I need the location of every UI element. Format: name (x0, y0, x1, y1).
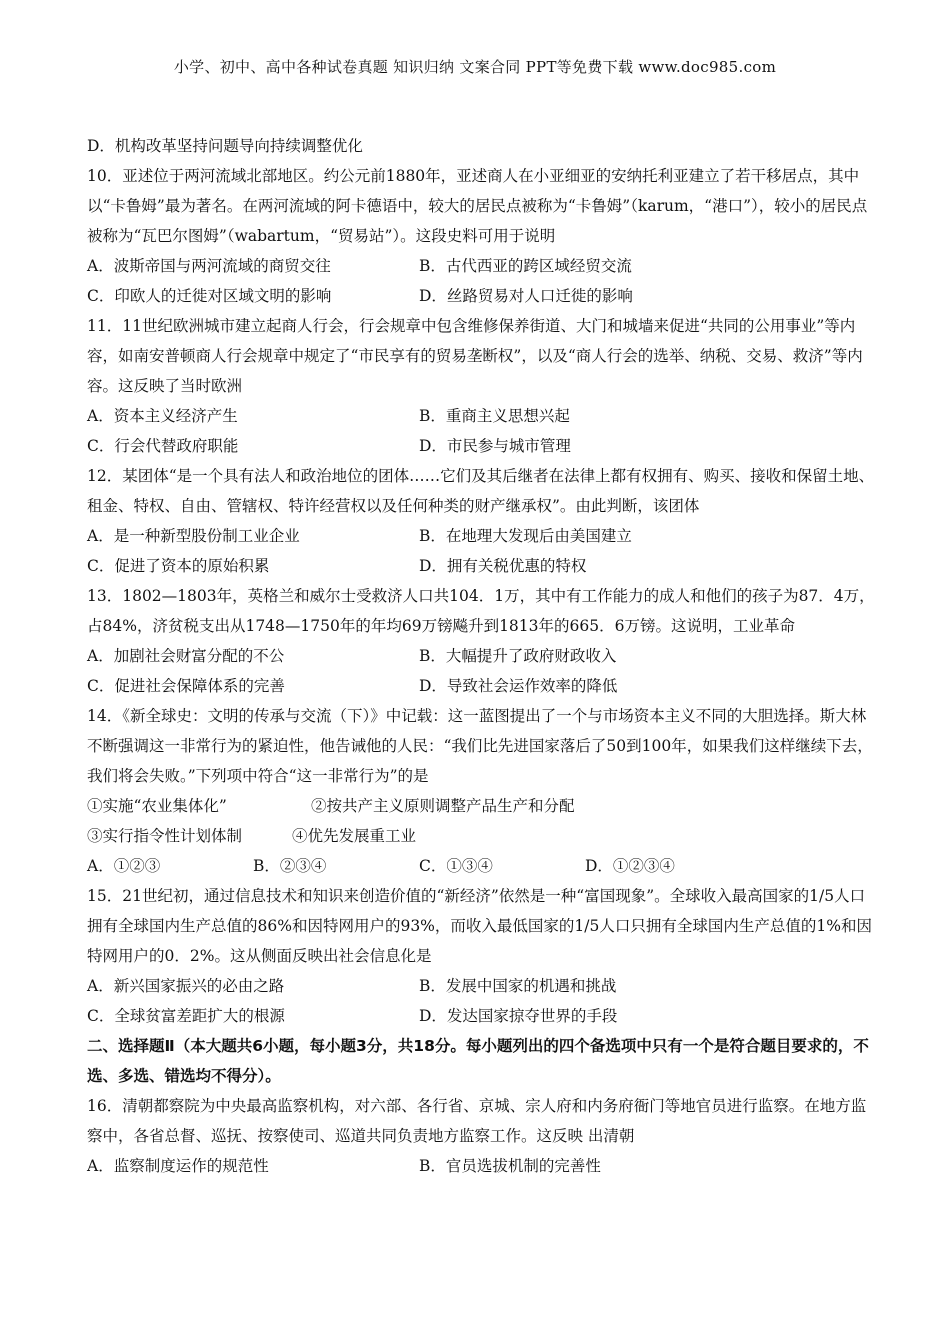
option-d: D．①②③④ (585, 857, 675, 875)
question-stem: 10．亚述位于两河流域北部地区。约公元前1880年，亚述商人在小亚细亚的安纳托利亚建立了若干移居点，其中以“卡鲁姆”最为著名。在两河流域的阿卡德语中，较大的居民点被称为“卡鲁姆”（karum，“港口”），较小的居民点被称为“瓦巴尔图姆”（wabartum，“贸易站”）。这段史料可用于说明 (87, 167, 868, 245)
question-13 (87, 581, 877, 701)
statement-1: ①实施“农业集体化” (87, 797, 227, 815)
option-b: B．官员选拔机制的完善性 (419, 1157, 601, 1175)
option-c: C．促进了资本的原始积累 (87, 557, 270, 575)
question-stem: 15．21世纪初，通过信息技术和知识来创造价值的“新经济”依然是一种“富国现象”。全球收入最高国家的1/5人口拥有全球国内生产总值的86%和因特网用户的93%，而收入最低国家的1/5人口只拥有全球国内生产总值的1%和因特网用户的0．2%。这从侧面反映出社会信息化是 (87, 887, 872, 965)
question-stem: 13．1802—1803年，英格兰和威尔士受救济人口共104．1万，其中有工作能力的成人和他们的孩子为87．4万，占84%，济贫税支出从1748—1750年的年均69万镑飚升到1813年的665．6万镑。这说明，工业革命 (87, 587, 875, 635)
option-d: D．市民参与城市管理 (419, 437, 571, 455)
option-a: A．资本主义经济产生 (87, 407, 238, 425)
q9-option-d: D．机构改革坚持问题导向持续调整优化 (87, 137, 363, 155)
option-c: C．全球贫富差距扩大的根源 (87, 1007, 285, 1025)
question-15 (87, 881, 877, 1031)
option-a: A．加剧社会财富分配的不公 (87, 647, 285, 665)
question-stem: 11．11世纪欧洲城市建立起商人行会，行会规章中包含维修保养街道、大门和城墙来促进“共同的公用事业”等内容，如南安普顿商人行会规章中规定了“市民享有的贸易垄断权”，以及“商人行会的选举、纳税、交易、救济”等内容。这反映了当时欧洲 (87, 317, 863, 395)
option-b: B．大幅提升了政府财政收入 (419, 647, 617, 665)
option-a: A．是一种新型股份制工业企业 (87, 527, 300, 545)
section-heading: 二、选择题Ⅱ（本大题共6小题，每小题3分，共18分。每小题列出的四个备选项中只有一个是符合题目要求的，不选、多选、错选均不得分）。 (87, 1037, 869, 1085)
question-stem: 16．清朝都察院为中央最高监察机构，对六部、各行省、京城、宗人府和内务府衙门等地官员进行监察。在地方监察中，各省总督、巡抚、按察使司、巡道共同负责地方监察工作。这反映 出清朝 (87, 1097, 867, 1145)
statement-3: ③实行指令性计划体制 (87, 827, 243, 845)
option-a: A．波斯帝国与两河流域的商贸交往 (87, 257, 331, 275)
question-12 (87, 461, 877, 581)
question-stem: 14．《新全球史：文明的传承与交流（下）》中记载：这一蓝图提出了一个与市场资本主义不同的大胆选择。斯大林不断强调这一非常行为的紧迫性，他告诫他的人民：“我们比先进国家落后了50到100年，如果我们这样继续下去，我们将会失败。”下列项中符合“这一非常行为”的是 (87, 707, 873, 785)
statement-2: ②按共产主义原则调整产品生产和分配 (311, 797, 575, 815)
option-b: B．发展中国家的机遇和挑战 (419, 977, 617, 995)
option-d: D．发达国家掠夺世界的手段 (419, 1007, 618, 1025)
option-b: B．在地理大发现后由美国建立 (419, 527, 632, 545)
option-c: C．行会代替政府职能 (87, 437, 239, 455)
option-c: C．①③④ (419, 857, 493, 875)
question-11 (87, 311, 877, 461)
option-b: B．②③④ (253, 857, 327, 875)
statement-4: ④优先发展重工业 (292, 827, 417, 845)
question-stem: 12．某团体“是一个具有法人和政治地位的团体……它们及其后继者在法律上都有权拥有、购买、接收和保留土地、租金、特权、自由、管辖权、特许经营权以及任何种类的财产继承权”。由此判断，该团体 (87, 467, 875, 515)
option-d: D．导致社会运作效率的降低 (419, 677, 618, 695)
question-10 (87, 161, 877, 311)
option-b: B．古代西亚的跨区域经贸交流 (419, 257, 632, 275)
option-b: B．重商主义思想兴起 (419, 407, 570, 425)
option-a: A．监察制度运作的规范性 (87, 1157, 269, 1175)
question-14 (87, 701, 877, 881)
option-a: A．新兴国家振兴的必由之路 (87, 977, 285, 995)
question-content (87, 131, 877, 1181)
option-c: C．促进社会保障体系的完善 (87, 677, 285, 695)
page-header: 小学、初中、高中各种试卷真题 知识归纳 文案合同 PPT等免费下载 www.doc985.com (173, 58, 777, 76)
question-16 (87, 1091, 877, 1181)
option-c: C．印欧人的迁徙对区域文明的影响 (87, 287, 332, 305)
option-d: D．拥有关税优惠的特权 (419, 557, 587, 575)
option-a: A．①②③ (87, 857, 161, 875)
option-d: D．丝路贸易对人口迁徙的影响 (419, 287, 633, 305)
